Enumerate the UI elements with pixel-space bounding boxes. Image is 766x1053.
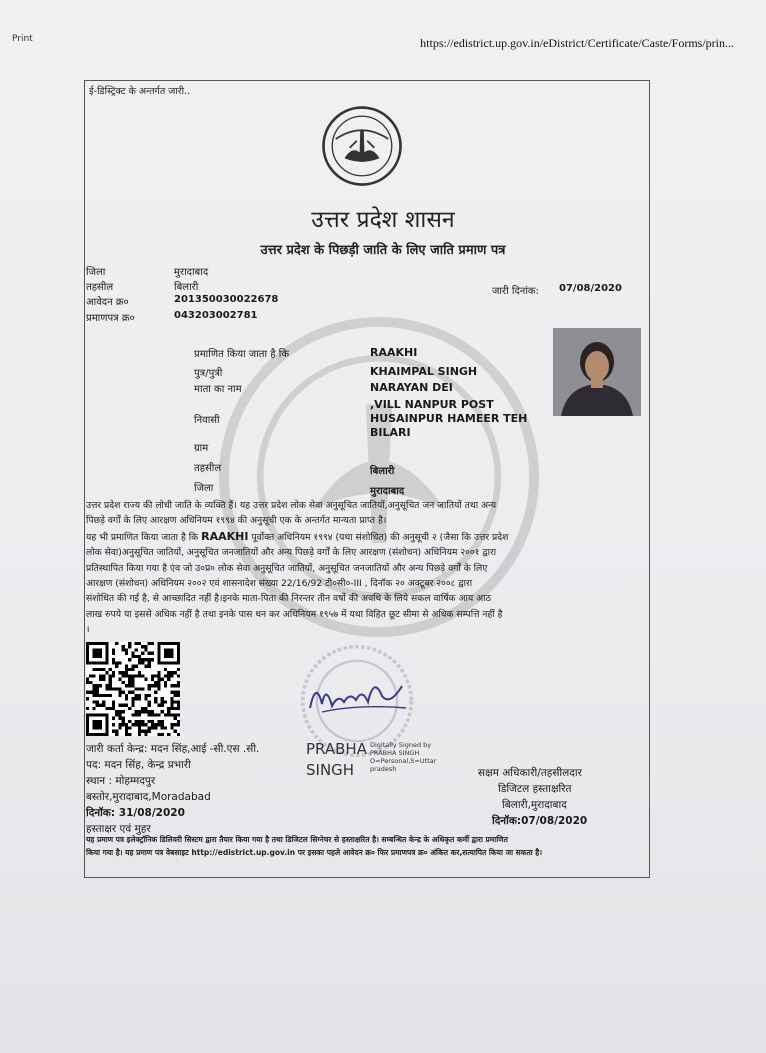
certificate-label: प्रमाणपत्र क्र० <box>86 313 135 324</box>
address-line-1: ,VILL NANPUR POST <box>370 398 494 411</box>
father-name: KHAIMPAL SINGH <box>370 365 478 378</box>
officer-location: बिलारी,मुरादाबाद <box>502 799 567 811</box>
digital-signature-line-2: PRABHA SINGH <box>370 749 420 757</box>
issue-date-label: जारी दिनांक: <box>492 286 539 297</box>
signer-name-line-1: PRABHA <box>306 740 367 758</box>
body-line-9: । <box>86 624 90 636</box>
applicant-photo <box>553 328 641 416</box>
issuer-post: पद: मदन सिंह, केन्द्र प्रभारी <box>86 759 191 771</box>
print-label: Print <box>12 34 33 44</box>
issuer-center: जारी कर्ता केन्द्र: मदन सिंह,आई -सी.एस .सी. <box>86 743 260 755</box>
signer-name-line-2: SINGH <box>306 761 355 779</box>
digital-signature-line-1: Digitally Signed by <box>370 741 432 749</box>
district-value: मुरादाबाद <box>174 267 209 278</box>
body-line-3 <box>86 529 648 545</box>
address-line-2: HUSAINPUR HAMEER TEH <box>370 412 528 425</box>
digital-signature-info <box>370 741 450 773</box>
tehsil-value: बिलारी <box>174 282 199 293</box>
up-government-emblem-icon <box>318 104 406 188</box>
body-line-2: पिछड़े वर्गों के लिए आरक्षण अधिनियम १९९४ की अनुसूची एक के अन्तर्गत मान्यता प्राप्त है। <box>86 515 387 527</box>
address-label: निवासी <box>194 415 220 426</box>
certificate-body <box>86 498 648 638</box>
person-tehsil-value: बिलारी <box>370 466 395 477</box>
officer-date: दिनॉक:07/08/2020 <box>492 815 588 827</box>
body-line-5: प्रतिस्थापित किया गया है एंव जो उ०प्र० लोक सेवा अनुसूचित जातियों, अनुसूचित जनजातियों और अन्य पिछड़े वर्गों के लिए <box>86 562 488 574</box>
relation-label: पुत्र/पुत्री <box>194 368 223 379</box>
issue-date-value: 07/08/2020 <box>559 283 622 294</box>
person-photo-icon <box>553 328 641 416</box>
application-number: 201350030022678 <box>174 294 279 305</box>
digital-signature-line-4: pradesh <box>370 765 397 773</box>
village-label: ग्राम <box>194 443 209 454</box>
body-line-6: आरक्षण (संशोधन) अधिनियम २००२ एवं शासनादेश संख्या 22/16/92 टी०सी०-III , दिनॉक २० अक्टूबर २००८ द्वारा <box>86 578 473 590</box>
officer-title: सक्षम अधिकारी/तहसीलदार <box>478 767 582 779</box>
body-line-3-start: यह भी प्रमाणित किया जाता है कि <box>86 531 202 543</box>
footer-line-2: किया गया है। यह प्रमाण पत्र वेबसाइट http://edistrict.up.gov.in पर इसका पहले आवेदन क्र० फिर प्रमाणपत्र क्र० अंकित कर,सत्यापित किया जा सकता है। <box>86 848 543 857</box>
certificate-title: उत्तर प्रदेश शासन <box>311 207 455 233</box>
applicant-name: RAAKHI <box>370 346 418 359</box>
digital-signature-line-3: O=Personal,S=Uttar <box>370 757 437 765</box>
certified-label: प्रमाणित किया जाता है कि <box>194 349 290 360</box>
mother-label: माता का नाम <box>194 384 242 395</box>
person-tehsil-label: तहसील <box>194 463 222 474</box>
qr-code-icon <box>86 642 180 736</box>
body-line-7: संशोधित की गई है, से आच्छादित नहीं है।इनके माता-पिता की निरन्तर तीन वर्षो की अवधि के लिये सकल वार्षिक आय आठ <box>86 593 491 605</box>
person-district-label: जिला <box>194 483 214 494</box>
application-label: आवेदन क्र० <box>86 297 129 308</box>
person-district-value: मुरादाबाद <box>370 486 405 497</box>
mother-name: NARAYAN DEI <box>370 381 453 394</box>
issuer-date: दिनॉक: 31/08/2020 <box>86 807 185 819</box>
handwritten-signature-icon <box>302 666 412 726</box>
certificate-subtitle: उत्तर प्रदेश के पिछड़ी जाति के लिए जाति प्रमाण पत्र <box>260 243 506 258</box>
footer-line-1: यह प्रमाण पत्र इलेक्ट्रॉनिक डिलिवरी सिस्टम द्वारा तैयार किया गया है तथा डिजिटल सिग्नेचर से हस्ताक्षरित है। सम्बन्धित केन्द्र के अधिकृत कर्मी द्वारा प्रमाणित <box>86 835 508 844</box>
tehsil-label: तहसील <box>86 282 114 293</box>
body-line-8: लाख रुपये या इससे अधिक नहीं है तथा इनके पास धन कर अधिनियम १९५७ में यथा विहित छूट सीमा से अधिक सम्पत्ति नहीं है <box>86 608 503 620</box>
page-url: https://edistrict.up.gov.in/eDistrict/Certificate/Caste/Forms/prin... <box>420 36 734 50</box>
certificate-number: 043203002781 <box>174 310 258 321</box>
certificate-footer <box>86 833 646 859</box>
issuer-place-2: बस्तोर,मुरादाबाद,Moradabad <box>86 791 211 803</box>
top-note: ई-डिस्ट्रिक्ट के अन्तर्गत जारी.. <box>89 86 191 97</box>
address-line-3: BILARI <box>370 426 411 439</box>
officer-digital: डिजिटल हस्ताक्षरित <box>498 783 572 795</box>
issuer-sign-label: हस्ताक्षर एवं मुहर <box>86 823 151 835</box>
body-line-3-name: RAAKHI <box>201 529 249 543</box>
district-label: जिला <box>86 267 106 278</box>
body-line-1: उत्तर प्रदेश राज्य की लोधी जाति के व्यक्ति हैं। यह उत्तर प्रदेश लोक सेवा अनुसूचित जातियों,अनुसूचित जन जातियों तथा अन्य <box>86 500 497 511</box>
issuer-place: स्थान : मोहम्मदपुर <box>86 775 156 787</box>
body-line-3-end: पूर्वोक्त अधिनियम १९९४ (यथा संशोधित) की अनुसूची २ (जैसा कि उत्तर प्रदेश <box>248 531 509 543</box>
body-line-4: लोक सेवा)अनुसूचित जातियों, अनुसूचित जनजातियों और अन्य पिछड़े वर्गों के लिए आरक्षण (संशोधन) अधिनियम २००१ द्वारा <box>86 547 497 559</box>
